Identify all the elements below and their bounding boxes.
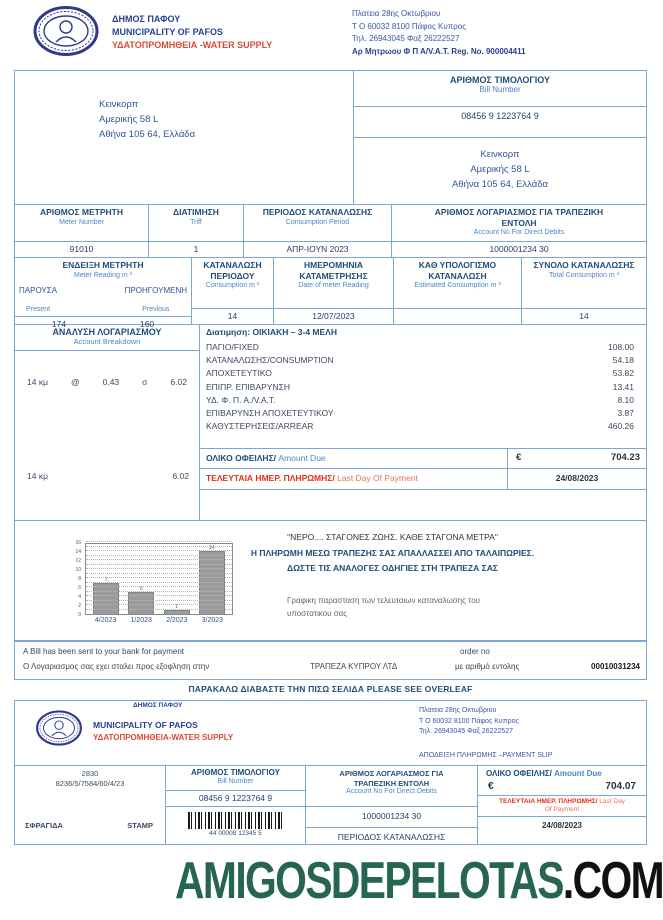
chart-gridline (86, 600, 232, 601)
last-day-value: 24/08/2023 (507, 469, 646, 489)
customer-name: Κεινκορπ (99, 99, 139, 110)
reading-date-value: 12/07/2023 (274, 308, 393, 324)
chart-y-tick-label: 10 (75, 567, 81, 573)
breakdown-item-label: ΕΠΙΒΑΡΥΝΣΗ ΑΠΟΧΕΤΕΥΤΙΚΟΥ (206, 408, 334, 419)
chart-gridline (86, 546, 232, 547)
breakdown-item-value: 54.18 (612, 355, 634, 366)
org-name-english: MUNICIPALITY OF PAFOS (112, 27, 224, 37)
message-chart-row (15, 521, 646, 641)
slip-euro-symbol: € (488, 781, 494, 792)
breakdown-item (206, 407, 634, 420)
bill-number-value: 08456 9 1223764 9 (354, 107, 646, 138)
previous-label-english: Previous (142, 305, 170, 313)
previous-reading-value: 160 (139, 318, 155, 329)
amount-due-value-cell (507, 449, 646, 468)
org-address-line1: Πλατεια 28ης Οκτωβριου (352, 9, 441, 18)
calc-quantity: 14 κμ (27, 377, 48, 387)
account-breakdown-row (15, 325, 646, 521)
org-address-line2: Τ Ο 60032 8100 Πάφος Κυπρος (352, 21, 467, 31)
breakdown-item-value: 13.41 (612, 381, 634, 392)
meter-number-value: 91010 (15, 241, 148, 257)
tariff-label-greek: ΔΙΑΤΙΜΗΣΗ (173, 207, 219, 217)
bank-order-section (15, 641, 646, 681)
header-address-block (352, 8, 526, 58)
direct-debit-account-cell (391, 205, 646, 257)
customer-address-block (15, 71, 353, 204)
see-overleaf-notice: ΠΑΡΑΚΑΛΩ ΔΙΑΒΑΣΤΕ ΤΗΝ ΠΙΣΩ ΣΕΛΙΔΑ PLEASE SEE OVERLEAF (188, 684, 473, 694)
breakdown-item-value: 53.82 (612, 368, 634, 379)
header-org-block (112, 13, 272, 52)
chart-y-tick-label: 12 (75, 558, 81, 564)
chart-x-tick-label: 1/2023 (130, 617, 152, 624)
bank-sent-notice-greek: Ο Λογαριασμος σας εχει σταλει προς εξοφληση στην (23, 662, 210, 671)
slip-address-line3: Τηλ. 26943045 Φαξ 26222527 (419, 728, 513, 735)
chart-gridline (86, 555, 232, 556)
slip-address-line2: Τ Ο 60032 8100 Πάφος Κυπρος (419, 717, 519, 725)
last-day-label-english: Last Day Of Payment (337, 473, 418, 483)
breakdown-item-label: ΠΑΓΙΟ/FIXED (206, 342, 259, 352)
bill-number-header (354, 71, 646, 107)
breakdown-item-value: 460.26 (608, 421, 634, 432)
chart-x-axis-labels (85, 617, 233, 624)
chart-gridline (86, 591, 232, 592)
amount-due-row (200, 448, 646, 469)
total-consumption-cell (521, 258, 646, 324)
chart-y-tick-label: 2 (78, 603, 81, 609)
amount-due-value: 704.23 (610, 452, 640, 463)
order-number-value: 00010031234 (591, 662, 640, 671)
amount-due-label (200, 449, 507, 468)
account-label-english: Account No For Direct Debits (473, 229, 565, 236)
chart-bar-value-label: 7 (104, 576, 108, 583)
consumption-period-cell (243, 205, 391, 257)
slip-reference-2: 8236/5/7584/60/4/23 (55, 779, 125, 788)
meter-reading-cell (15, 258, 191, 329)
present-reading-value: 174 (51, 318, 67, 329)
bill-number-label-greek: ΑΡΙΘΜΟΣ ΤΙΜΟΛΟΓΙΟΥ (449, 75, 551, 85)
present-label-english: Present (25, 305, 51, 313)
watermark-name: AMIGOSDEPELOTAS (175, 851, 563, 910)
consumption-calc-line (15, 377, 199, 387)
slip-bill-number-label-english: Bill Number (217, 778, 254, 785)
slip-reference-1: 2830 (81, 769, 99, 778)
chart-y-tick-label: 4 (78, 594, 81, 600)
reading-label-greek: ΕΝΔΕΙΞΗ ΜΕΤΡΗΤΗ (62, 260, 144, 270)
chart-gridline (86, 577, 232, 578)
bill-number-block (353, 71, 646, 204)
order-no-label: order no (460, 647, 490, 656)
bill-main-table (14, 70, 647, 680)
slip-municipality-seal-logo (35, 709, 83, 747)
calc2-quantity: 14 κμ (27, 471, 48, 481)
amount-due-label-greek: ΟΛΙΚΟ ΟΦΕΙΛΗΣ/ (206, 453, 277, 463)
chart-gridline (86, 595, 232, 596)
breakdown-item-label: ΑΠΟΧΕΤΕΥΤΙΚΟ (206, 368, 272, 379)
tariff-label-english: Triff (190, 218, 202, 226)
consumption-label-english: Consumption m ³ (205, 282, 260, 289)
org-vat-line: Αρ Μητρωου Φ Π Α/V.A.T. Reg. No. 900004411 (352, 46, 526, 56)
last-day-label (200, 469, 507, 489)
slip-account-label-english: Account No For Direct Debits (346, 788, 437, 795)
breakdown-item-label: ΚΑΤΑΝΑΛΩΣΗΣ/CONSUMPTION (206, 355, 334, 366)
slip-account-value: 1000001234 30 (306, 806, 477, 827)
chart-caption-line2: υποστατικου σας (287, 609, 348, 618)
mailing-name: Κεινκορπ (480, 149, 520, 160)
breakdown-calc-cell (15, 325, 200, 520)
tariff-category-line: Διατιμηση: ΟΙΚΙΑΚΗ – 3-4 ΜΕΛΗ (206, 327, 337, 337)
period-label-english: Consumption Period (285, 218, 350, 226)
account-label-greek: ΑΡΙΘΜΟΣ ΛΟΓΑΡΙΑΣΜΟΣ ΓΙΑ ΤΡΑΠΕΖΙΚΗ ΕΝΤΟΛΗ (434, 207, 604, 228)
mailing-address-block (354, 138, 646, 204)
breakdown-item (206, 381, 634, 394)
period-consumption-cell (191, 258, 273, 324)
chart-x-tick-label: 4/2023 (94, 617, 117, 624)
consumption-value: 14 (192, 308, 273, 324)
slip-account-label-greek: ΑΡΙΘΜΟΣ ΛΟΓΑΡΙΑΣΜΟΣ ΓΙΑ ΤΡΑΠΕΖΙΚΗ ΕΝΤΟΛΗ (339, 769, 444, 788)
chart-gridline (86, 550, 232, 551)
total-consumption-value: 14 (522, 308, 646, 324)
breakdown-item-label: ΥΔ. Φ. Π. Α./V.A.T. (206, 394, 276, 405)
slip-bill-number-cell (165, 766, 305, 844)
previous-label-greek: ΠΡΟΗΓΟΥΜΕΝΗ (124, 285, 187, 295)
chart-x-tick-label: 2/2023 (166, 617, 188, 624)
order-number-label-greek: με αριθμό εντολης (455, 662, 520, 671)
customer-street: Αμερικής 58 L (99, 114, 159, 125)
chart-plot-area (85, 543, 233, 615)
chart-caption-line1: Γραφικη παρασταση των τελευταιων καταναλωσης του (287, 596, 481, 605)
customer-city: Αθήνα 105 64, Ελλάδα (99, 129, 196, 140)
chart-gridline (86, 568, 232, 569)
reading-label-english: Meter Reading m ³ (74, 271, 132, 279)
last-day-row (200, 469, 646, 490)
chart-gridline (86, 582, 232, 583)
slip-last-day-label-greek: ΤΕΛΕΥΤΑΙΑ ΗΜΕΡ. ΠΛΗΡΩΜΗΣ/ (499, 798, 598, 805)
chart-gridline (86, 586, 232, 587)
bank-payment-message-line2: ΔΩΣΤΕ ΤΙΣ ΑΝΑΛΟΓΕΣ ΟΔΗΓΙΕΣ ΣΤΗ ΤΡΑΠΕΖΑ ΣΑΣ (287, 563, 498, 573)
euro-symbol: € (516, 452, 522, 463)
breakdown-items-cell (200, 325, 646, 520)
breakdown-item (206, 341, 634, 354)
chart-gridline (86, 564, 232, 565)
mailing-street: Αμερικής 58 L (470, 164, 530, 175)
slip-consumption-period-label: ΠΕΡΙΟΔΟΣ ΚΑΤΑΝΑΛΩΣΗΣ (306, 827, 477, 844)
watermark-tld: .COM (562, 851, 663, 910)
reading-date-cell (273, 258, 393, 324)
chart-gridline (86, 541, 232, 542)
chart-bar-value-label: 14 (208, 545, 215, 551)
chart-gridline (86, 573, 232, 574)
breakdown-item-label: ΚΑΘΥΣΤΕΡΗΣΕΙΣ/ARREAR (206, 421, 314, 432)
breakdown-item (206, 354, 634, 367)
breakdown-item (206, 367, 634, 380)
slip-barcode (188, 812, 284, 829)
org-name-greek: ΔΗΜΟΣ ΠΑΦΟΥ (112, 14, 181, 24)
bill-number-label-english: Bill Number (479, 85, 521, 94)
present-label-greek: ΠΑΡΟΥΣΑ (19, 285, 58, 295)
slip-amount-due-label-greek: ΟΛΙΚΟ ΟΦΕΙΛΗΣ/ (486, 769, 552, 778)
slip-dept-water-supply: ΥΔΑΤΟΠΡΟΜΗΘΕΙΑ-WATER SUPPLY (93, 733, 234, 742)
slip-amount-due-value: 704.07 (605, 781, 636, 792)
estimated-consumption-cell (393, 258, 521, 324)
breakdown-item-value: 108.00 (608, 342, 634, 352)
stamp-label-greek: ΣΦΡΑΓΙΔΑ (25, 821, 63, 830)
slip-last-day-label-english: Last Day (599, 798, 625, 805)
stamp-label-english: STAMP (127, 821, 153, 830)
payment-slip (14, 700, 647, 845)
chart-bar-value-label: 1 (175, 603, 178, 610)
site-watermark (133, 850, 663, 910)
chart-caption (287, 594, 480, 620)
total-consumption-label-english: Total Consumption m ³ (548, 271, 620, 279)
account-value: 1000001234 30 (392, 241, 646, 257)
chart-y-tick-label: 6 (78, 585, 81, 591)
chart-bar-value-label: 5 (139, 585, 143, 592)
chart-y-tick-label: 16 (75, 540, 81, 546)
chart-x-tick-label: 3/2023 (201, 617, 224, 624)
slip-address-block (419, 706, 519, 738)
consumption-label-greek: ΚΑΤΑΝΑΛΩΣΗ ΠΕΡΙΟΔΟΥ (203, 260, 262, 281)
tariff-cell (148, 205, 243, 257)
period-label-greek: ΠΕΡΙΟΔΟΣ ΚΑΤΑΝΑΛΩΣΗΣ (262, 207, 373, 217)
slip-account-cell (305, 766, 477, 844)
chart-y-tick-label: 14 (75, 549, 81, 555)
mailing-city: Αθήνα 105 64, Ελλάδα (451, 179, 549, 190)
estimated-label-english: Estimated Consumption m ³ (414, 282, 501, 289)
amount-due-label-english: Amount Due (278, 453, 326, 463)
tariff-value: 1 (149, 241, 243, 257)
slip-barcode-number: 44 00008 12345 5 (209, 830, 262, 837)
last-day-label-greek: ΤΕΛΕΥΤΑΙΑ ΗΜΕΡ. ΠΛΗΡΩΜΗΣ/ (206, 473, 335, 483)
breakdown-item (206, 420, 634, 433)
reading-date-label-greek: ΗΜΕΡΟΜΗΝΙΑ ΚΑΤΑΜΕΤΡΗΣΗΣ (299, 260, 368, 281)
payment-slip-title: ΑΠΟΔΕΙΞΗ ΠΛΗΡΩΜΗΣ –PAYMENT SLIP (419, 752, 553, 759)
meter-info-row (15, 205, 646, 258)
payment-slip-table (15, 765, 646, 844)
breakdown-item-label: ΕΠΙΠΡ. ΕΠΙΒΑΡΥΝΣΗ (206, 381, 290, 392)
bill-header-row (15, 71, 646, 205)
slip-bill-number-value: 08456 9 1223764 9 (166, 790, 305, 806)
bank-payment-message-line1: Η ΠΛΗΡΩΜΗ ΜΕΣΩ ΤΡΑΠΕΖΗΣ ΣΑΣ ΑΠΑΛΛΑΣΣΕΙ ΑΠΟ ΤΑΛΑΙΠΩΡΙΕΣ. (250, 548, 535, 558)
meter-number-label-english: Meter Number (59, 218, 104, 226)
calc-at-sign: @ (70, 377, 80, 387)
slip-last-day-label-english-2: Of Payment (544, 806, 580, 813)
calc2-amount: 6.02 (172, 471, 189, 481)
meter-number-cell (15, 205, 148, 257)
slip-reference-stamp-cell (15, 766, 165, 844)
org-address-line3: Τηλ. 26943045 Φαξ 26222527 (352, 34, 460, 43)
slip-address-line1: Πλατεια 28ης Οκτωβριου (419, 707, 497, 714)
calc-rate: 0.43 (102, 377, 120, 387)
breakdown-item-value: 3.87 (617, 408, 634, 419)
chart-y-tick-label: 0 (78, 612, 81, 618)
chart-bar (164, 610, 190, 615)
slip-org-name-english: MUNICIPALITY OF PAFOS (93, 720, 198, 730)
bank-name: ΤΡΑΠΕΖΑ ΚΥΠΡΟΥ ΛΤΔ (310, 662, 398, 671)
reading-date-label-english: Date of meter Reading (298, 282, 369, 289)
estimated-value (394, 308, 521, 324)
meter-reading-row (15, 258, 646, 329)
breakdown-item (206, 394, 634, 407)
meter-number-label-greek: ΑΡΙΘΜΟΣ ΜΕΤΡΗΤΗ (39, 207, 124, 217)
chart-gridline (86, 559, 232, 560)
period-value: ΑΠΡ-ΙΟΥΝ 2023 (244, 241, 391, 257)
slip-amount-due-cell (477, 766, 646, 844)
chart-gridline (86, 609, 232, 610)
slip-bill-number-label-greek: ΑΡΙΘΜΟΣ ΤΙΜΟΛΟΓΙΟΥ (191, 768, 280, 777)
breakdown-header-english: Account Breakdown (73, 337, 141, 346)
consumption-calc-line-2 (15, 471, 199, 481)
chart-gridline (86, 604, 232, 605)
breakdown-header-greek: ΑΝΑΛΥΣΗ ΛΟΓΑΡΙΑΣΜΟΥ (52, 327, 162, 337)
water-quote-line: "ΝΕΡΟ.... ΣΤΑΓΟΝΕΣ ΖΩΗΣ. ΚΑΘΕ ΣΤΑΓΟΝΑ ΜΕΤΡΑ" (287, 532, 498, 542)
breakdown-item-value: 8.10 (617, 394, 634, 405)
calc-amount: 6.02 (170, 377, 187, 387)
chart-y-tick-label: 8 (78, 576, 81, 582)
slip-last-day-value: 24/08/2023 (478, 816, 646, 844)
total-consumption-label-greek: ΣΥΝΟΛΟ ΚΑΤΑΝΑΛΩΣΗΣ (533, 260, 635, 270)
bank-sent-notice-english: A Bill has been sent to your bank for payment (23, 647, 184, 656)
estimated-label-greek: ΚΑΘ ΥΠΟΛΟΓΙΣΜΟ ΚΑΤΑΝΑΛΩΣΗ (418, 260, 497, 281)
slip-last-day-label (478, 795, 646, 816)
breakdown-item-list (206, 341, 634, 433)
municipality-seal-logo (32, 5, 100, 57)
calc-sigma: σ (142, 377, 148, 387)
slip-amount-due-label-english: Amount Due (554, 769, 602, 778)
slip-org-name-greek: ΔΗΜΟΣ ΠΑΦΟΥ (133, 702, 183, 709)
org-dept-water-supply: ΥΔΑΤΟΠΡΟΜΗΘΕΙΑ -WATER SUPPLY (112, 40, 273, 50)
